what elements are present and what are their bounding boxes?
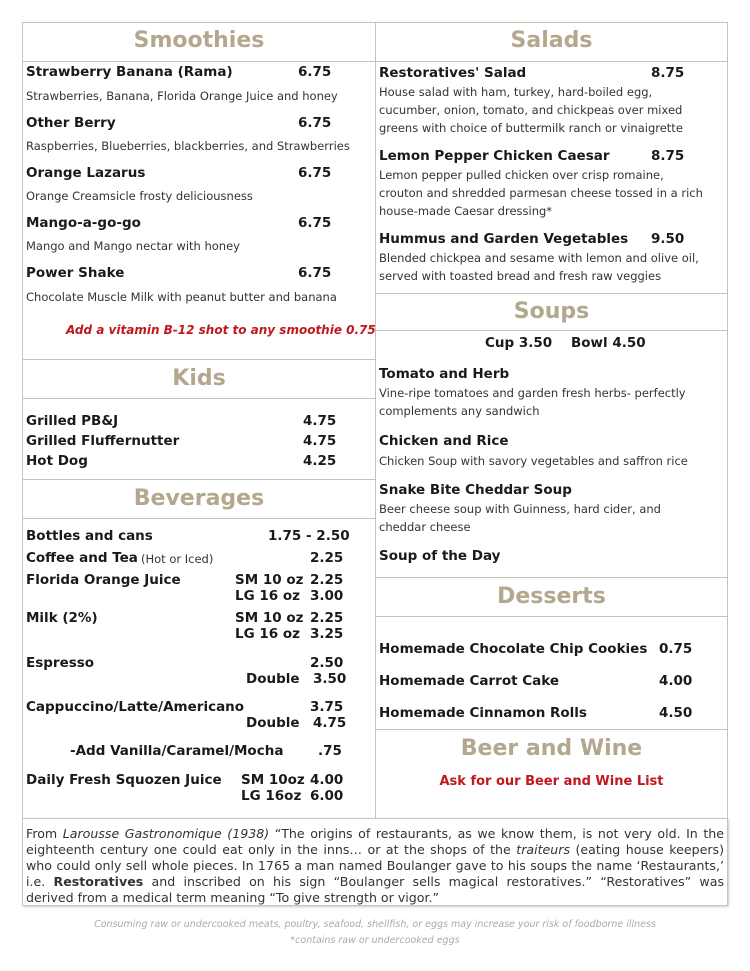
item-desc: Chicken Soup with savory vegetables and saffron rice bbox=[379, 454, 688, 468]
item-price: 6.75 bbox=[298, 115, 332, 131]
item-price: 1.75 - 2.50 bbox=[268, 528, 350, 544]
item-name: Orange Lazarus bbox=[26, 165, 146, 181]
item-price: 4.25 bbox=[303, 453, 337, 469]
item-desc: Strawberries, Banana, Florida Orange Juice and honey bbox=[26, 89, 338, 103]
item-name: Bottles and cans bbox=[26, 528, 153, 544]
item-desc: House salad with ham, turkey, hard-boiled egg, bbox=[379, 85, 653, 99]
item-name: Power Shake bbox=[26, 265, 125, 281]
item-name: Chicken and Rice bbox=[379, 433, 509, 449]
size: LG 16 oz bbox=[235, 588, 301, 604]
item-name: Homemade Carrot Cake bbox=[379, 673, 560, 689]
item-name: Grilled PB&J bbox=[26, 413, 119, 429]
item-desc: Raspberries, Blueberries, blackberries, and Strawberries bbox=[26, 139, 350, 153]
item-price: 0.75 bbox=[659, 641, 693, 657]
item-price: 4.75 bbox=[303, 433, 337, 449]
item-name: Mango-a-go-go bbox=[26, 215, 141, 231]
item-name: Grilled Fluffernutter bbox=[26, 433, 180, 449]
item-desc: cucumber, onion, tomato, and chickpeas over mixed bbox=[379, 103, 683, 117]
kids-heading: Kids bbox=[22, 359, 376, 399]
item-price: 3.75 bbox=[310, 699, 344, 715]
item-price: .75 bbox=[318, 743, 342, 759]
item-name: Soup of the Day bbox=[379, 548, 501, 564]
item-name: Espresso bbox=[26, 655, 95, 671]
allergy-warning: Consuming raw or undercooked meats, poultry, seafood, shellfish, or eggs may increase your risk of foodborne illness bbox=[94, 919, 656, 930]
item-price: 4.00 bbox=[659, 673, 693, 689]
item-price: 2.25 bbox=[310, 550, 344, 566]
item-desc: Vine-ripe tomatoes and garden fresh herbs- perfectly bbox=[379, 386, 686, 400]
item-price: 3.25 bbox=[310, 626, 344, 642]
soup-sizes: Cup 3.50 Bowl 4.50 bbox=[485, 335, 646, 351]
size: SM 10 oz bbox=[235, 610, 304, 626]
item-desc: cheddar cheese bbox=[379, 520, 471, 534]
item-desc: house-made Caesar dressing* bbox=[379, 204, 553, 218]
item-desc: served with toasted bread and fresh raw veggies bbox=[379, 269, 662, 283]
item-name: Hummus and Garden Vegetables bbox=[379, 231, 629, 247]
history-text: From Larousse Gastronomique (1938) “The origins of restaurants, as we know them, is not very old. In the eighteenth century one could eat only in the inns… or at the shops of the traiteurs (eating house keepers) who could only sell whole pieces. In 1765 a man named Boulanger gave to his soups the name ‘Restaurants,’ i.e. Restoratives and inscribed on his sign “Boulanger sells magical restoratives.” “Restoratives” was derived from a medical term meaning “To give strength or vigor.” bbox=[26, 826, 725, 905]
desserts-heading: Desserts bbox=[375, 577, 728, 617]
size: LG 16 oz bbox=[235, 626, 301, 642]
size: Double bbox=[246, 715, 300, 731]
soups-heading: Soups bbox=[375, 293, 728, 331]
beverages-heading: Beverages bbox=[22, 479, 376, 519]
item-price: 4.50 bbox=[659, 705, 693, 721]
right-column bbox=[375, 22, 728, 819]
item-price: 3.00 bbox=[310, 588, 344, 604]
size: SM 10oz bbox=[241, 772, 305, 788]
smoothies-heading: Smoothies bbox=[22, 22, 376, 62]
size: SM 10 oz bbox=[235, 572, 304, 588]
item-desc: greens with choice of buttermilk ranch or vinaigrette bbox=[379, 121, 683, 135]
item-name: -Add Vanilla/Caramel/Mocha bbox=[70, 743, 284, 759]
item-name: Daily Fresh Squozen Juice bbox=[26, 772, 222, 788]
item-desc: crouton and shredded parmesan cheese tossed in a rich bbox=[379, 186, 703, 200]
item-desc: Chocolate Muscle Milk with peanut butter and banana bbox=[26, 290, 337, 304]
item-name: Tomato and Herb bbox=[379, 366, 510, 382]
item-price: 3.50 bbox=[313, 671, 347, 687]
item-desc: Orange Creamsicle frosty deliciousness bbox=[26, 189, 253, 203]
item-name: Homemade Chocolate Chip Cookies bbox=[379, 641, 648, 657]
item-desc: Blended chickpea and sesame with lemon and olive oil, bbox=[379, 251, 699, 265]
item-desc: Lemon pepper pulled chicken over crisp romaine, bbox=[379, 168, 664, 182]
item-price: 2.50 bbox=[310, 655, 344, 671]
size: LG 16oz bbox=[241, 788, 302, 804]
item-name: Strawberry Banana (Rama) bbox=[26, 64, 233, 80]
item-desc: Beer cheese soup with Guinness, hard cider, and bbox=[379, 502, 661, 516]
egg-warning: *contains raw or undercooked eggs bbox=[290, 935, 460, 946]
item-price: 2.25 bbox=[310, 610, 344, 626]
item-desc: complements any sandwich bbox=[379, 404, 540, 418]
item-desc: Mango and Mango nectar with honey bbox=[26, 239, 240, 253]
beer-wine-note: Ask for our Beer and Wine List bbox=[439, 774, 664, 789]
salads-heading: Salads bbox=[375, 22, 728, 62]
item-price: 6.75 bbox=[298, 265, 332, 281]
item-note: (Hot or Iced) bbox=[141, 552, 214, 566]
item-price: 2.25 bbox=[310, 572, 344, 588]
item-price: 8.75 bbox=[651, 65, 685, 81]
size: Double bbox=[246, 671, 300, 687]
item-name: Coffee and Tea bbox=[26, 550, 138, 566]
item-price: 8.75 bbox=[651, 148, 685, 164]
item-name: Cappuccino/Latte/Americano bbox=[26, 699, 245, 715]
item-price: 9.50 bbox=[651, 231, 685, 247]
smoothie-addon-note: Add a vitamin B-12 shot to any smoothie 0.75 bbox=[66, 323, 376, 337]
item-name: Florida Orange Juice bbox=[26, 572, 181, 588]
item-price: 4.00 bbox=[310, 772, 344, 788]
item-price: 6.75 bbox=[298, 215, 332, 231]
item-name: Lemon Pepper Chicken Caesar bbox=[379, 148, 610, 164]
item-name: Homemade Cinnamon Rolls bbox=[379, 705, 587, 721]
item-price: 4.75 bbox=[303, 413, 337, 429]
item-price: 6.75 bbox=[298, 165, 332, 181]
item-name: Hot Dog bbox=[26, 453, 88, 469]
item-name: Other Berry bbox=[26, 115, 116, 131]
item-price: 6.00 bbox=[310, 788, 344, 804]
item-name: Snake Bite Cheddar Soup bbox=[379, 482, 572, 498]
item-name: Restoratives' Salad bbox=[379, 65, 527, 81]
item-price: 4.75 bbox=[313, 715, 347, 731]
beer-wine-heading: Beer and Wine bbox=[375, 729, 728, 769]
item-price: 6.75 bbox=[298, 64, 332, 80]
item-name: Milk (2%) bbox=[26, 610, 98, 626]
